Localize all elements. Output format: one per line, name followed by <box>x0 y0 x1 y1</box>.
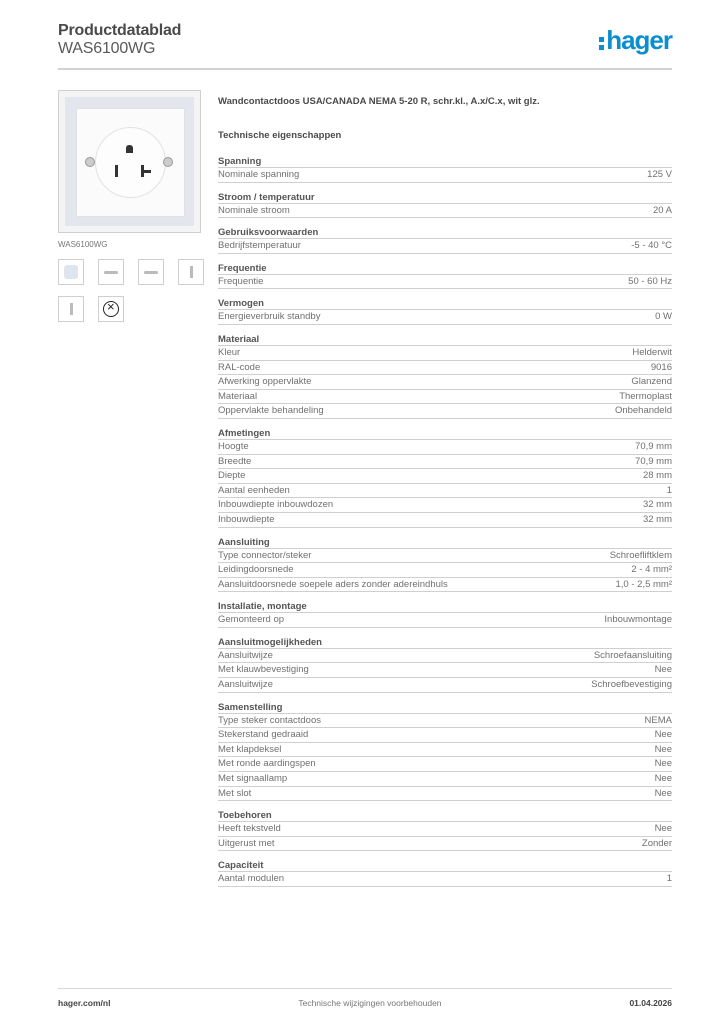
spec-value: Nee <box>654 823 672 835</box>
spec-value: Nee <box>654 743 672 755</box>
spec-label: Met slot <box>218 787 252 799</box>
spec-group <box>218 333 672 419</box>
spec-label: Aansluitdoorsnede soepele aders zonder adereindhuls <box>218 578 448 590</box>
spec-value: 28 mm <box>642 470 672 482</box>
spec-row <box>218 757 672 772</box>
spec-group-title: Spanning <box>218 155 672 168</box>
spec-label: Aansluitwijze <box>218 679 273 691</box>
spec-groups <box>218 155 672 887</box>
logo-colon-icon <box>599 33 604 51</box>
spec-label: Aantal modulen <box>218 873 285 885</box>
spec-value: Glanzend <box>631 376 672 388</box>
spec-value: 50 - 60 Hz <box>628 275 672 287</box>
spec-label: Frequentie <box>218 275 264 287</box>
spec-row <box>218 375 672 390</box>
document-title: Productdatablad <box>58 22 182 39</box>
side-detail-icon[interactable] <box>58 296 84 322</box>
spec-row <box>218 613 672 628</box>
spec-value: Nee <box>654 787 672 799</box>
spec-group <box>218 859 672 887</box>
spec-value: Schroefliftklem <box>609 549 672 561</box>
spec-label: Met klapdeksel <box>218 743 282 755</box>
spec-value: Nee <box>654 729 672 741</box>
page-footer <box>58 998 672 1008</box>
footer-date: 01.04.2026 <box>629 998 672 1008</box>
spec-row <box>218 678 672 693</box>
spec-label: Type steker contactdoos <box>218 714 321 726</box>
spec-label: Energieverbruik standby <box>218 311 321 323</box>
spec-row <box>218 743 672 758</box>
spec-value: 20 A <box>652 204 672 216</box>
spec-label: Heeft tekstveld <box>218 823 281 835</box>
spec-row <box>218 404 672 419</box>
specifications <box>218 96 672 895</box>
section-heading: Technische eigenschappen <box>218 130 342 141</box>
spec-group <box>218 427 672 528</box>
spec-row <box>218 563 672 578</box>
spec-group <box>218 636 672 693</box>
spec-group-title: Aansluiting <box>218 536 672 549</box>
spec-label: Met ronde aardingspen <box>218 758 316 770</box>
spec-row <box>218 440 672 455</box>
spec-row <box>218 498 672 513</box>
spec-row <box>218 513 672 528</box>
spec-label: Met signaallamp <box>218 773 288 785</box>
spec-label: Inbouwdiepte <box>218 513 275 525</box>
spec-value: Nee <box>654 758 672 770</box>
spec-value: Zonder <box>641 837 672 849</box>
spec-label: Afwerking oppervlakte <box>218 376 312 388</box>
spec-value: 0 W <box>655 311 672 323</box>
side-view-icon[interactable] <box>98 259 124 285</box>
spec-row <box>218 275 672 290</box>
spec-label: Bedrijfstemperatuur <box>218 240 301 252</box>
spec-value: Thermoplast <box>619 390 672 402</box>
spec-value: 9016 <box>650 361 672 373</box>
spec-group <box>218 191 672 219</box>
spec-group-title: Toebehoren <box>218 809 672 822</box>
spec-group <box>218 809 672 851</box>
screw-icon <box>85 157 95 167</box>
spec-label: Stekerstand gedraaid <box>218 729 309 741</box>
spec-group <box>218 536 672 593</box>
spec-value: 125 V <box>647 169 672 180</box>
spec-row <box>218 787 672 802</box>
spec-group <box>218 600 672 628</box>
spec-row <box>218 361 672 376</box>
spec-row <box>218 649 672 664</box>
spec-row <box>218 168 672 183</box>
spec-row <box>218 663 672 678</box>
thumbnail-grid <box>58 259 208 322</box>
spec-value: 1,0 - 2,5 mm² <box>615 578 672 590</box>
spec-row <box>218 714 672 729</box>
product-photo[interactable] <box>58 90 201 233</box>
footer-website-link[interactable]: hager.com/nl <box>58 998 111 1008</box>
spec-value: 1 <box>666 873 672 885</box>
spec-label: Inbouwdiepte inbouwdozen <box>218 499 334 511</box>
spec-value: Nee <box>654 773 672 785</box>
header-divider <box>58 68 672 70</box>
spec-group-title: Vermogen <box>218 297 672 310</box>
spec-value: -5 - 40 °C <box>631 240 672 252</box>
top-view-icon[interactable] <box>138 259 164 285</box>
spec-group-title: Afmetingen <box>218 427 672 440</box>
spec-label: Nominale spanning <box>218 169 300 180</box>
spec-value: Nee <box>654 664 672 676</box>
spec-group-title: Gebruiksvoorwaarden <box>218 226 672 239</box>
spec-group-title: Materiaal <box>218 333 672 346</box>
footer-disclaimer: Technische wijzigingen voorbehouden <box>298 998 442 1008</box>
spec-label: Hoogte <box>218 440 249 452</box>
spec-row <box>218 346 672 361</box>
product-code: WAS6100WG <box>58 40 156 57</box>
spec-value: 70,9 mm <box>635 440 672 452</box>
hager-logo: hager <box>599 26 672 54</box>
spec-value: 2 - 4 mm² <box>631 564 672 576</box>
spec-value: Schroefbevestiging <box>591 679 672 691</box>
spec-group <box>218 297 672 325</box>
spec-value: 1 <box>666 484 672 496</box>
spec-label: Aansluitwijze <box>218 649 273 661</box>
spec-row <box>218 239 672 254</box>
spec-row <box>218 549 672 564</box>
spec-value: Schroefaansluiting <box>593 649 672 661</box>
footer-divider <box>58 988 672 989</box>
page-header <box>58 22 672 70</box>
spec-value: 32 mm <box>642 513 672 525</box>
screw-icon <box>163 157 173 167</box>
spec-group <box>218 701 672 802</box>
spec-row <box>218 484 672 499</box>
spec-row <box>218 837 672 852</box>
spec-group-title: Stroom / temperatuur <box>218 191 672 204</box>
spec-label: Diepte <box>218 470 246 482</box>
spec-row <box>218 204 672 219</box>
spec-value: NEMA <box>644 714 672 726</box>
spec-group-title: Frequentie <box>218 262 672 275</box>
spec-label: Materiaal <box>218 390 258 402</box>
spec-label: Oppervlakte behandeling <box>218 405 324 417</box>
product-media <box>58 90 208 322</box>
dimension-drawing-icon[interactable] <box>98 296 124 322</box>
spec-row <box>218 872 672 887</box>
spec-label: Nominale stroom <box>218 204 290 216</box>
spec-group <box>218 226 672 254</box>
spec-group-title: Samenstelling <box>218 701 672 714</box>
spec-value: 32 mm <box>642 499 672 511</box>
spec-row <box>218 390 672 405</box>
spec-row <box>218 822 672 837</box>
spec-group-title: Installatie, montage <box>218 600 672 613</box>
spec-value: Onbehandeld <box>614 405 672 417</box>
spec-group <box>218 262 672 290</box>
spec-group-title: Aansluitmogelijkheden <box>218 636 672 649</box>
spec-row <box>218 310 672 325</box>
spec-row <box>218 772 672 787</box>
spec-label: Uitgerust met <box>218 837 275 849</box>
spec-row <box>218 728 672 743</box>
spec-label: Breedte <box>218 455 252 467</box>
spec-label: Met klauwbevestiging <box>218 664 309 676</box>
spec-group <box>218 155 672 183</box>
photo-caption: WAS6100WG <box>58 240 108 249</box>
spec-value: 70,9 mm <box>635 455 672 467</box>
profile-view-icon[interactable] <box>178 259 204 285</box>
spec-row <box>218 469 672 484</box>
front-view-icon[interactable] <box>58 259 84 285</box>
spec-label: Gemonteerd op <box>218 614 285 626</box>
spec-label: Kleur <box>218 346 241 358</box>
spec-value: Inbouwmontage <box>604 614 672 626</box>
spec-label: RAL-code <box>218 361 261 373</box>
product-description: Wandcontactdoos USA/CANADA NEMA 5-20 R, schr.kl., A.x/C.x, wit glz. <box>218 96 540 107</box>
spec-label: Aantal eenheden <box>218 484 290 496</box>
spec-value: Helderwit <box>632 346 672 358</box>
spec-row <box>218 455 672 470</box>
spec-label: Leidingdoorsnede <box>218 564 294 576</box>
spec-group-title: Capaciteit <box>218 859 672 872</box>
spec-row <box>218 578 672 593</box>
spec-label: Type connector/steker <box>218 549 312 561</box>
